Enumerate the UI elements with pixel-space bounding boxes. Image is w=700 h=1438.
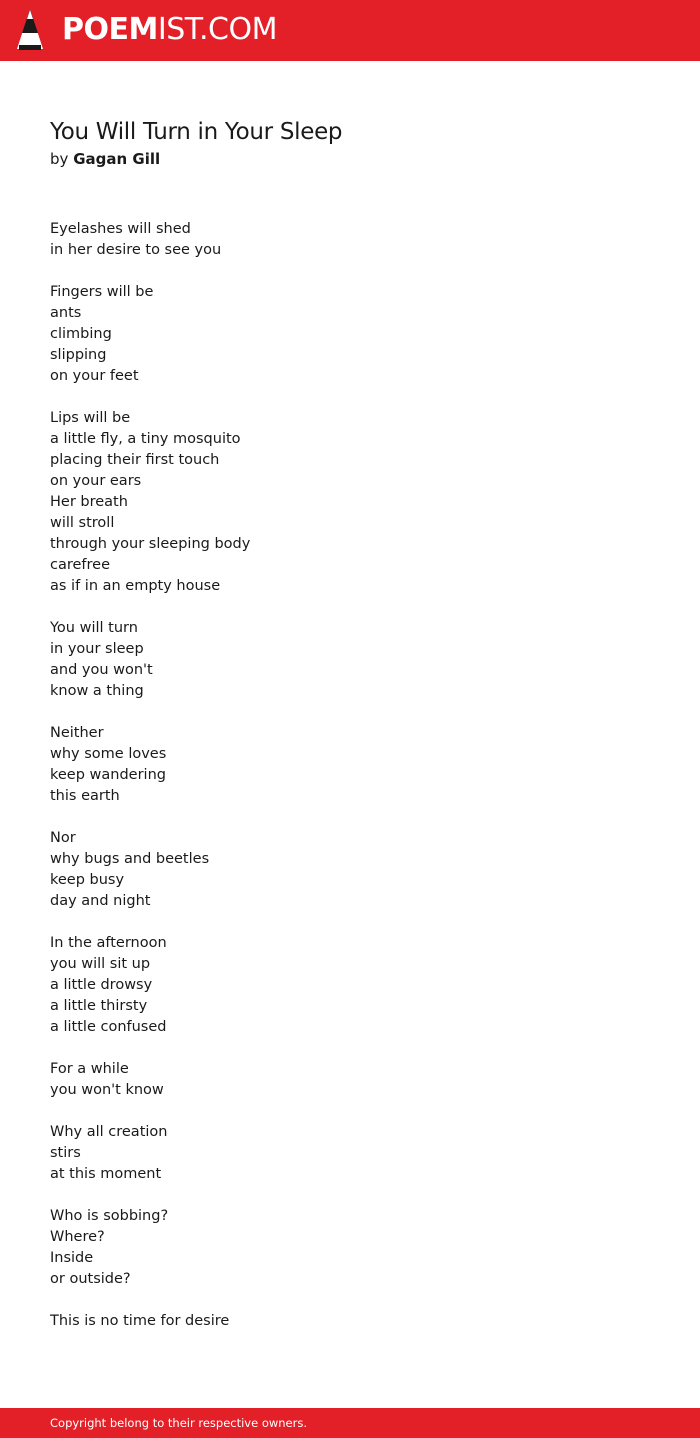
poem-line: Fingers will be bbox=[50, 284, 154, 300]
poem-line: Eyelashes will shed bbox=[50, 221, 191, 237]
poem-line: carefree bbox=[50, 557, 111, 573]
poem-stanza bbox=[50, 723, 250, 807]
poem-stanza bbox=[50, 1059, 250, 1101]
poem-line: Who is sobbing? bbox=[50, 1208, 169, 1224]
poem-line: or outside? bbox=[50, 1271, 131, 1287]
brand-light: IST.COM bbox=[157, 12, 277, 47]
poem-line: on your ears bbox=[50, 473, 142, 489]
poem-stanza bbox=[50, 282, 250, 387]
poem-line: a little confused bbox=[50, 1019, 167, 1035]
poem-title: You Will Turn in Your Sleep bbox=[50, 119, 343, 145]
poem-line: For a while bbox=[50, 1061, 129, 1077]
poem-stanza bbox=[50, 1311, 250, 1332]
poem-line: placing their first touch bbox=[50, 452, 220, 468]
poem-stanza bbox=[50, 1122, 250, 1185]
pencil-logo-icon[interactable] bbox=[17, 9, 43, 51]
poem-line: this earth bbox=[50, 788, 120, 804]
by-label: by bbox=[50, 150, 69, 168]
poem-line: and you won't bbox=[50, 662, 153, 678]
poem-line: at this moment bbox=[50, 1166, 162, 1182]
poem-line: in your sleep bbox=[50, 641, 144, 657]
poem-stanza bbox=[50, 828, 250, 912]
poem-body bbox=[50, 219, 250, 1353]
poem-line: why some loves bbox=[50, 746, 167, 762]
poem-line: a little thirsty bbox=[50, 998, 148, 1014]
poem-line: a little drowsy bbox=[50, 977, 153, 993]
poem-line: climbing bbox=[50, 326, 112, 342]
site-brand-link[interactable] bbox=[62, 12, 277, 48]
poem-line: as if in an empty house bbox=[50, 578, 221, 594]
poem-stanza bbox=[50, 219, 250, 261]
poem-line: through your sleeping body bbox=[50, 536, 251, 552]
poem-line: you won't know bbox=[50, 1082, 164, 1098]
poem-line: Why all creation bbox=[50, 1124, 168, 1140]
poem-stanza bbox=[50, 1206, 250, 1290]
poem-line: slipping bbox=[50, 347, 107, 363]
poem-line: You will turn bbox=[50, 620, 138, 636]
poem-line: in her desire to see you bbox=[50, 242, 222, 258]
poem-line: will stroll bbox=[50, 515, 115, 531]
poem-line: stirs bbox=[50, 1145, 81, 1161]
brand-bold: POEM bbox=[62, 12, 158, 47]
poem-line: Neither bbox=[50, 725, 104, 741]
poem-line: on your feet bbox=[50, 368, 139, 384]
poem-stanza bbox=[50, 618, 250, 702]
poem-line: keep busy bbox=[50, 872, 125, 888]
poem-line: This is no time for desire bbox=[50, 1313, 230, 1329]
poem-line: Nor bbox=[50, 830, 76, 846]
poem-line: day and night bbox=[50, 893, 151, 909]
poem-author: Gagan Gill bbox=[73, 150, 161, 168]
poem-line: Inside bbox=[50, 1250, 94, 1266]
poem-line: keep wandering bbox=[50, 767, 166, 783]
poem-line: Lips will be bbox=[50, 410, 131, 426]
copyright-text: Copyright belong to their respective owners. bbox=[50, 1416, 308, 1430]
poem-stanza bbox=[50, 408, 250, 597]
poem-line: why bugs and beetles bbox=[50, 851, 210, 867]
poem-line: Where? bbox=[50, 1229, 105, 1245]
poem-stanza bbox=[50, 933, 250, 1038]
poem-line: Her breath bbox=[50, 494, 128, 510]
poem-line: In the afternoon bbox=[50, 935, 167, 951]
poem-line: you will sit up bbox=[50, 956, 151, 972]
poem-line: ants bbox=[50, 305, 82, 321]
site-footer bbox=[0, 1408, 700, 1438]
poem-line: a little fly, a tiny mosquito bbox=[50, 431, 241, 447]
poem-line: know a thing bbox=[50, 683, 144, 699]
site-header bbox=[0, 0, 700, 61]
poem-byline bbox=[50, 148, 160, 170]
